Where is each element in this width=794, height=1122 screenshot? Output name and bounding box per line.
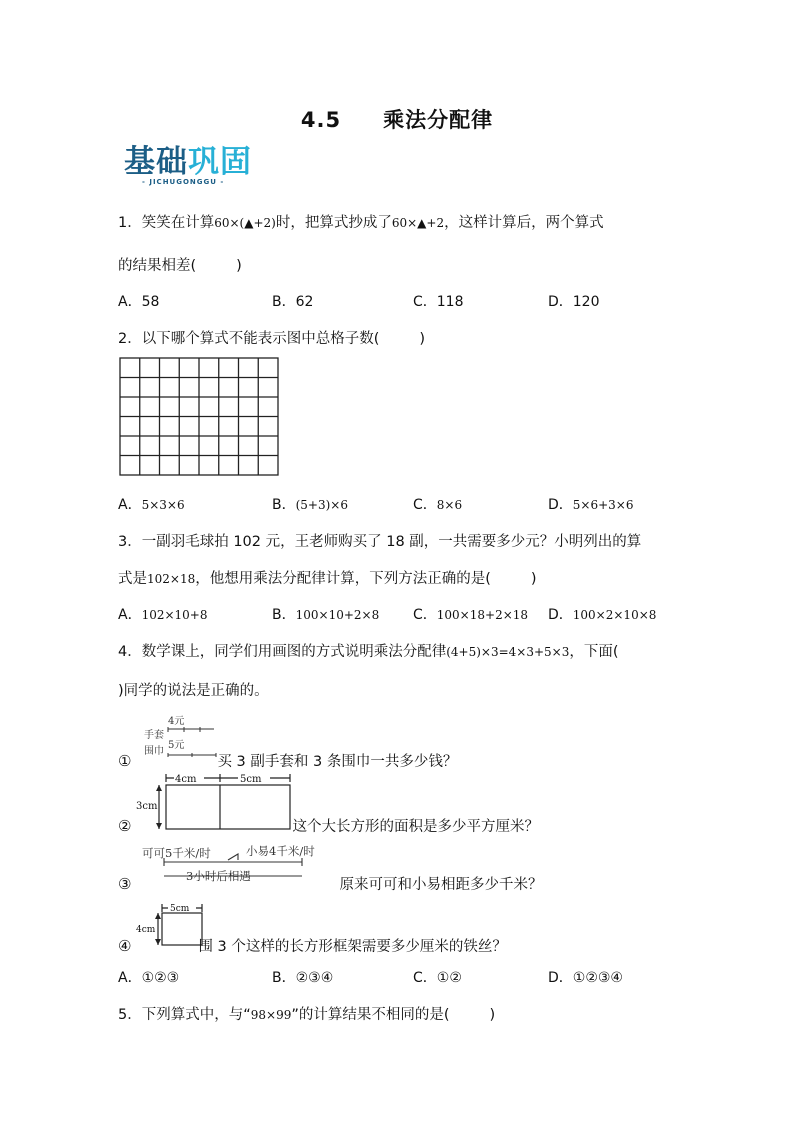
q5-paren-end: ) bbox=[489, 1007, 496, 1023]
q2-option-a-expr: 5×3×6 bbox=[141, 498, 185, 512]
q4-option-a[interactable]: A．①②③ bbox=[118, 970, 180, 986]
q1-option-b[interactable]: B．62 bbox=[272, 294, 314, 310]
fig2-width2: 5cm bbox=[240, 774, 262, 785]
q4-item-2 bbox=[118, 815, 539, 836]
section-name: 乘法分配律 bbox=[383, 108, 494, 132]
q4-item-2-text: 这个大长方形的面积是多少平方厘米？ bbox=[292, 819, 539, 835]
fig4-width: 5cm bbox=[170, 904, 190, 914]
q2-option-b-label: B． bbox=[272, 497, 296, 513]
q3-option-d[interactable] bbox=[548, 604, 656, 624]
q4-item-4 bbox=[118, 935, 507, 956]
q4-text-a: 4．数学课上，同学们用画图的方式说明乘法分配律 bbox=[118, 644, 447, 660]
q2-option-c-expr: 8×6 bbox=[436, 498, 463, 512]
q3-option-d-label: D． bbox=[548, 607, 573, 623]
q2-line1 bbox=[118, 327, 425, 348]
q3-text-b: ，他想用乘法分配律计算，下列方法正确的是( bbox=[195, 571, 491, 587]
q4-item-4-mark: ④ bbox=[118, 937, 132, 955]
fig2-height: 3cm bbox=[136, 801, 158, 812]
fig3-bottom-label: 3小时后相遇 bbox=[186, 869, 251, 883]
logo-main-b: 巩固 bbox=[188, 144, 252, 180]
q4-option-b[interactable]: B．②③④ bbox=[272, 970, 334, 986]
q4-line1 bbox=[118, 640, 619, 661]
q2-option-d-label: D． bbox=[548, 497, 573, 513]
q3-option-b-label: B． bbox=[272, 607, 296, 623]
q1-option-c[interactable]: C．118 bbox=[413, 294, 464, 310]
q1-expr1: 60×(▲+2) bbox=[214, 216, 276, 230]
q2-paren-end: ) bbox=[419, 331, 426, 347]
q3-expr: 102×18 bbox=[147, 572, 196, 586]
q3-option-a[interactable] bbox=[118, 604, 208, 624]
page-title bbox=[0, 104, 794, 134]
q4-item-2-mark: ② bbox=[118, 817, 132, 835]
q3-option-b[interactable] bbox=[272, 604, 379, 624]
q3-option-c-expr: 100×18+2×18 bbox=[436, 608, 529, 622]
q4-item-1-mark: ① bbox=[118, 752, 132, 770]
q1-text-line2: 的结果相差( bbox=[118, 258, 197, 274]
q2-option-d[interactable] bbox=[548, 494, 633, 514]
logo-main-a: 基础 bbox=[124, 144, 188, 180]
q2-option-b-expr: (5+3)×6 bbox=[295, 498, 348, 512]
q2-grid-figure bbox=[119, 357, 281, 477]
q1-text-c: ，这样计算后，两个算式 bbox=[444, 215, 604, 231]
fig1-price-b: 5元 bbox=[168, 740, 185, 751]
section-number: 4.5 bbox=[300, 108, 342, 132]
q1-line1 bbox=[118, 211, 604, 232]
q4-item-1-text: 买 3 副手套和 3 条围巾一共多少钱？ bbox=[217, 754, 458, 770]
q3-option-c-label: C． bbox=[413, 607, 437, 623]
q1-paren-end: ) bbox=[236, 258, 242, 274]
q5-line1 bbox=[118, 1003, 495, 1024]
q4-option-d[interactable]: D．①②③④ bbox=[548, 970, 623, 986]
fig2-width1: 4cm bbox=[175, 774, 197, 785]
fig1-scarf-label: 围巾 bbox=[144, 746, 164, 757]
q3-option-d-expr: 100×2×10×8 bbox=[572, 608, 657, 622]
q1-option-a[interactable]: A．58 bbox=[118, 294, 160, 310]
q5-text-a: 5．下列算式中，与“ bbox=[118, 1007, 251, 1023]
q3-option-a-label: A． bbox=[118, 607, 142, 623]
q1-option-d[interactable]: D．120 bbox=[548, 294, 600, 310]
q4-line2: )同学的说法是正确的。 bbox=[118, 683, 269, 699]
fig4-height: 4cm bbox=[136, 925, 156, 935]
q4-text-b: ，下面( bbox=[569, 644, 619, 660]
q2-option-c-label: C． bbox=[413, 497, 437, 513]
q2-option-d-expr: 5×6+3×6 bbox=[572, 498, 634, 512]
q1-text-a: 1．笑笑在计算 bbox=[118, 215, 215, 231]
jichugonggu-logo bbox=[124, 144, 266, 188]
q3-option-b-expr: 100×10+2×8 bbox=[295, 608, 380, 622]
q4-item-3-text: 原来可可和小易相距多少千米？ bbox=[339, 877, 543, 893]
q5-text-b: ”的计算结果不相同的是( bbox=[291, 1007, 450, 1023]
q3-line1: 3．一副羽毛球拍 102 元，王老师购买了 18 副，一共需要多少元？小明列出的算 bbox=[118, 534, 642, 550]
q4-item-3-mark: ③ bbox=[118, 875, 132, 893]
q3-text-a: 式是 bbox=[118, 571, 147, 587]
fig1-glove-label: 手套 bbox=[144, 730, 164, 741]
q3-option-c[interactable] bbox=[413, 604, 528, 624]
q4-item-3 bbox=[118, 873, 542, 894]
q2-option-c[interactable] bbox=[413, 494, 462, 514]
q4-item-4-text: 围 3 个这样的长方形框架需要多少厘米的铁丝？ bbox=[198, 939, 507, 955]
q2-option-a[interactable] bbox=[118, 494, 185, 514]
q2-option-a-label: A． bbox=[118, 497, 142, 513]
q3-line2 bbox=[118, 567, 537, 588]
fig3-left-label: 可可5千米/时 bbox=[142, 846, 211, 860]
fig1-price-a: 4元 bbox=[168, 716, 185, 727]
q4-item-1 bbox=[118, 750, 457, 771]
q1-expr2: 60×▲+2 bbox=[391, 216, 445, 230]
q2-text: 2．以下哪个算式不能表示图中总格子数( bbox=[118, 331, 380, 347]
fig3-right-label: 小易4千米/时 bbox=[246, 844, 315, 858]
q4-option-c[interactable]: C．①② bbox=[413, 970, 462, 986]
q1-line2 bbox=[118, 254, 242, 275]
q3-option-a-expr: 102×10+8 bbox=[141, 608, 208, 622]
q2-option-b[interactable] bbox=[272, 494, 348, 514]
q1-text-b: 时，把算式抄成了 bbox=[275, 215, 392, 231]
q5-expr: 98×99 bbox=[250, 1008, 292, 1022]
q3-paren-end: ) bbox=[530, 571, 537, 587]
q4-expr: (4+5)×3=4×3+5×3 bbox=[446, 645, 570, 659]
logo-subtitle: - JICHUGONGGU - bbox=[142, 178, 225, 186]
